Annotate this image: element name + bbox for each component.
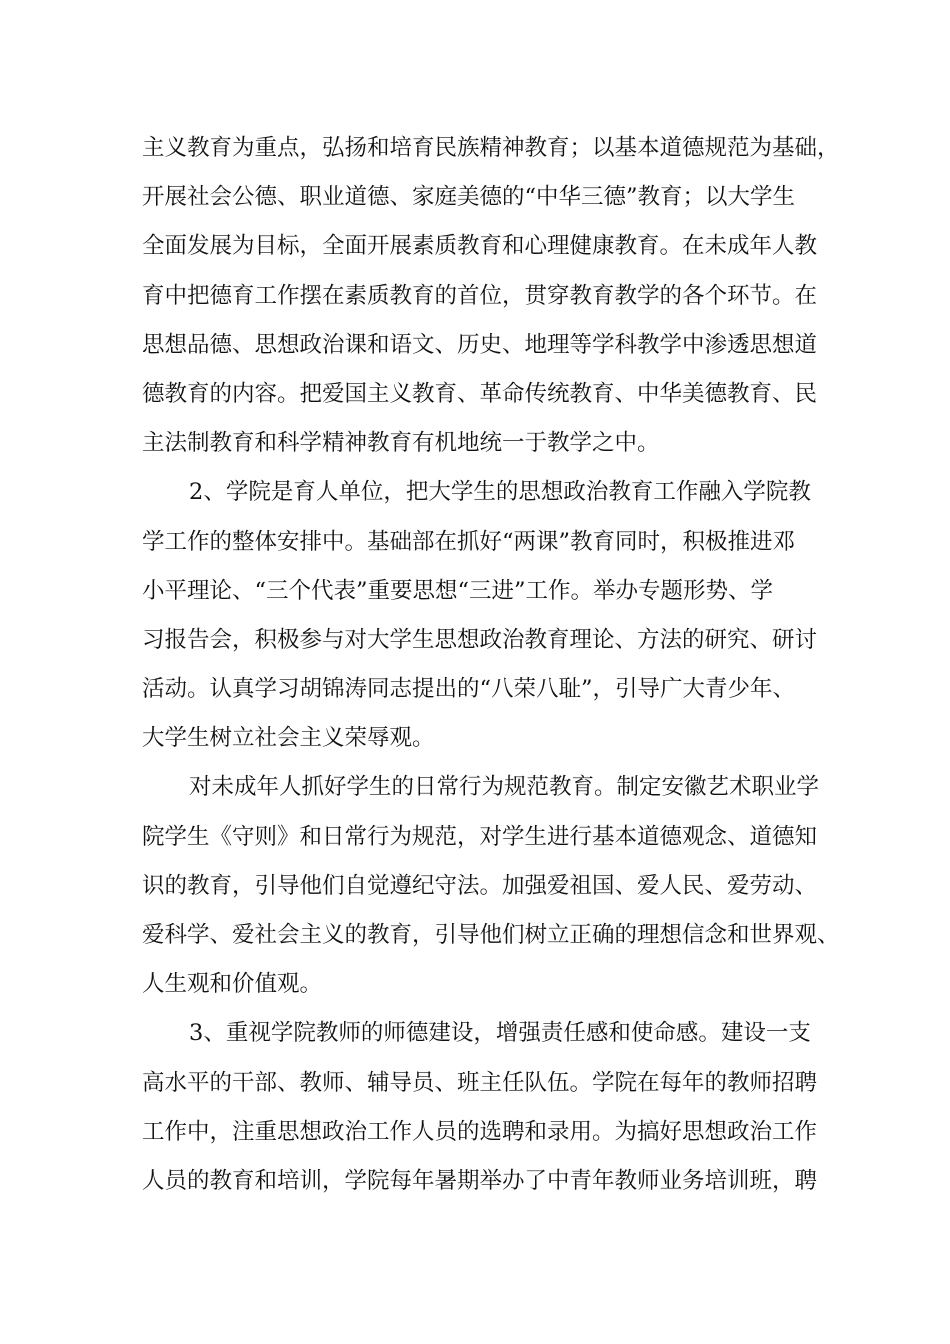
text-line: 活动。认真学习胡锦涛同志提出的“八荣八耻”，引导广大青少年、 [142,676,796,703]
text-line: 习报告会，积极参与对大学生思想政治教育理论、方法的研究、研讨 [142,626,818,653]
text-line: 识的教育，引导他们自觉遵纪守法。加强爱祖国、爱人民、爱劳动、 [142,872,818,899]
text-line: 学工作的整体安排中。基础部在抓好“两课”教育同时，积极推进邓 [142,528,796,555]
paragraph-start-line: 2、学院是育人单位，把大学生的思想政治教育工作融入学院教 [189,479,811,506]
text-line: 高水平的干部、教师、辅导员、班主任队伍。学院在每年的教师招聘 [142,1069,818,1096]
body-text [142,124,840,1206]
text-line: 德教育的内容。把爱国主义教育、革命传统教育、中华美德教育、民 [142,380,818,407]
paragraph-start-line: 3、重视学院教师的师德建设，增强责任感和使命感。建设一支 [189,1020,811,1047]
text-line: 人员的教育和培训，学院每年暑期举办了中青年教师业务培训班，聘 [142,1167,818,1194]
text-line: 院学生《守则》和日常行为规范，对学生进行基本道德观念、道德知 [142,823,818,850]
text-line: 思想品德、思想政治课和语文、历史、地理等学科教学中渗透思想道 [142,331,818,358]
text-line: 大学生树立社会主义荣辱观。 [142,725,435,752]
text-line: 育中把德育工作摆在素质教育的首位，贯穿教育教学的各个环节。在 [142,282,818,309]
text-line: 主法制教育和科学精神教育有机地统一于教学之中。 [142,430,660,457]
paragraph-start-line: 对未成年人抓好学生的日常行为规范教育。制定安徽艺术职业学 [189,774,820,801]
text-line: 人生观和价值观。 [142,971,323,998]
text-line: 开展社会公德、职业道德、家庭美德的“中华三德”教育；以大学生 [142,184,796,211]
text-line: 全面发展为目标，全面开展素质教育和心理健康教育。在未成年人教 [142,233,818,260]
text-line: 主义教育为重点，弘扬和培育民族精神教育；以基本道德规范为基础， [142,135,840,161]
text-line: 爱科学、爱社会主义的教育，引导他们树立正确的理想信念和世界观、 [142,922,840,948]
text-line: 工作中，注重思想政治工作人员的选聘和录用。为搞好思想政治工作 [142,1118,818,1145]
text-line: 小平理论、“三个代表”重要思想“三进”工作。举办专题形势、学 [142,577,774,604]
